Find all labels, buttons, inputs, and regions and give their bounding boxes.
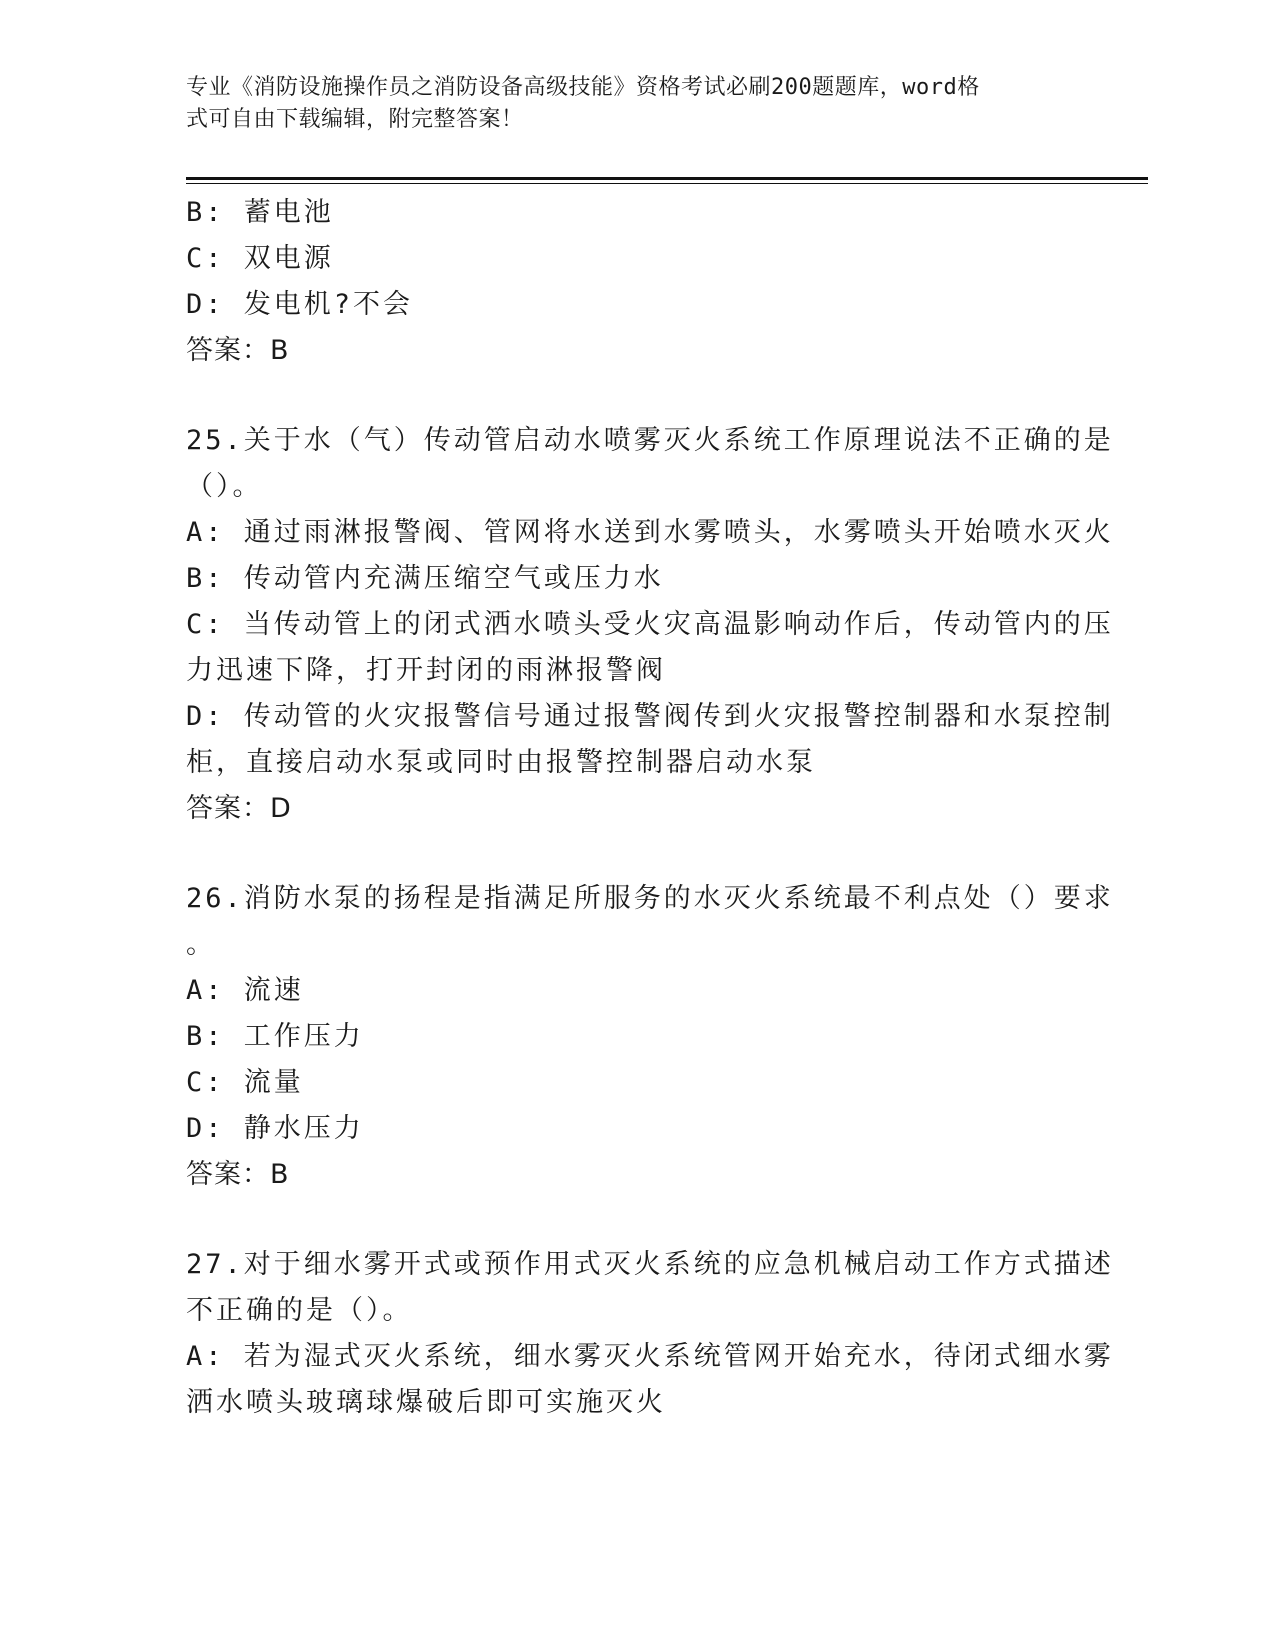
q26-option-b: B: 工作压力 xyxy=(186,1021,364,1052)
header-rule-thick xyxy=(186,177,1148,180)
q24-option-d: D: 发电机?不会 xyxy=(186,289,414,320)
q25-stem-line-1: 25.关于水（气）传动管启动水喷雾灭火系统工作原理说法不正确的是 xyxy=(186,425,1114,456)
q25-option-c-line-2: 力迅速下降，打开封闭的雨淋报警阀 xyxy=(186,655,666,686)
q25-option-d-line-2: 柜，直接启动水泵或同时由报警控制器启动水泵 xyxy=(186,747,816,778)
question-24-tail xyxy=(186,190,1066,374)
q26-option-a: A: 流速 xyxy=(186,975,304,1006)
q26-stem-line-1: 26.消防水泵的扬程是指满足所服务的水灭火系统最不利点处（）要求 xyxy=(186,883,1114,914)
q25-stem-line-2: （）。 xyxy=(186,471,263,502)
q24-answer: 答案：B xyxy=(186,335,290,366)
question-25 xyxy=(186,418,1114,832)
header-rule-thin xyxy=(186,183,1148,184)
question-27 xyxy=(186,1242,1114,1426)
page-header xyxy=(186,72,1066,136)
q24-option-c: C: 双电源 xyxy=(186,243,334,274)
q25-option-c-line-1: C: 当传动管上的闭式洒水喷头受火灾高温影响动作后，传动管内的压 xyxy=(186,609,1114,640)
q24-option-b: B: 蓄电池 xyxy=(186,197,334,228)
q27-option-a-line-2: 洒水喷头玻璃球爆破后即可实施灭火 xyxy=(186,1387,666,1418)
spacer xyxy=(186,374,1066,418)
header-line-2: 式可自由下载编辑，附完整答案！ xyxy=(186,107,524,132)
q27-stem-line-2: 不正确的是（）。 xyxy=(186,1295,413,1326)
header-line-1: 专业《消防设施操作员之消防设备高级技能》资格考试必刷200题题库，word格 xyxy=(186,75,980,100)
q26-answer: 答案：B xyxy=(186,1159,290,1190)
q26-stem-line-2: 。 xyxy=(186,929,216,960)
q25-option-d-line-1: D: 传动管的火灾报警信号通过报警阀传到火灾报警控制器和水泵控制 xyxy=(186,701,1114,732)
q25-answer: 答案：D xyxy=(186,793,292,824)
q26-option-c: C: 流量 xyxy=(186,1067,304,1098)
q26-option-d: D: 静水压力 xyxy=(186,1113,364,1144)
spacer xyxy=(186,1198,1066,1242)
spacer xyxy=(186,832,1066,876)
q25-option-b: B: 传动管内充满压缩空气或压力水 xyxy=(186,563,664,594)
question-content xyxy=(186,190,1114,1426)
q25-option-a: A: 通过雨淋报警阀、管网将水送到水雾喷头，水雾喷头开始喷水灭火 xyxy=(186,517,1114,548)
q27-stem-line-1: 27.对于细水雾开式或预作用式灭火系统的应急机械启动工作方式描述 xyxy=(186,1249,1114,1280)
q27-option-a-line-1: A: 若为湿式灭火系统，细水雾灭火系统管网开始充水，待闭式细水雾 xyxy=(186,1341,1114,1372)
question-26 xyxy=(186,876,1114,1198)
